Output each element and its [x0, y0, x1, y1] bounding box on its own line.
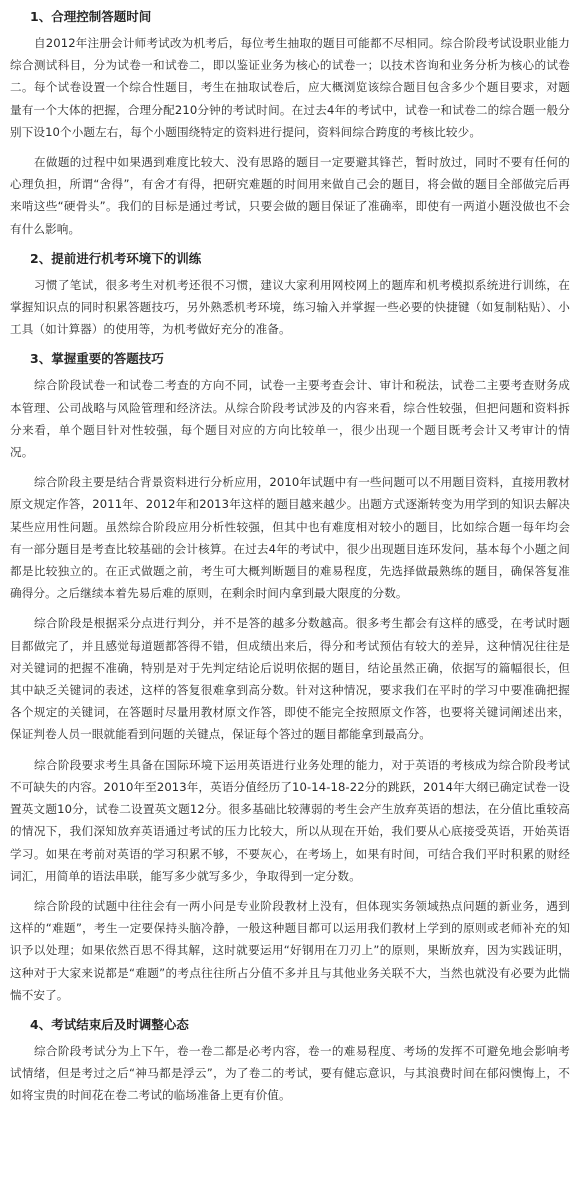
- section-heading: 2、提前进行机考环境下的训练: [30, 250, 202, 266]
- paragraph: 综合阶段考试分为上下午，卷一卷二都是必考内容，卷一的难易程度、考场的发挥不可避免地会影响考试情绪，但是考过之后“神马都是浮云”，为了卷二的考试，要有健忘意识，与其浪费时间在郁闷懊悔上，不如将宝贵的时间花在卷二考试的临场准备上更有价值。: [10, 1043, 570, 1103]
- section-3: [10, 348, 570, 1005]
- paragraph: 在做题的过程中如果遇到难度比较大、没有思路的题目一定要避其锋芒，暂时放过，同时不要有任何的心理负担，所谓“舍得”，有舍才有得，把研究难题的时间用来做自己会的题目，将会做的题目全部做完后再来啃这些“硬骨头”。我们的目标是通过考试，只要会做的题目保证了准确率，即使有一两道小题没做也不会有什么影响。: [10, 155, 570, 236]
- section-1: [10, 6, 570, 240]
- paragraph: 综合阶段要求考生具备在国际环境下运用英语进行业务处理的能力，对于英语的考核成为综合阶段考试不可缺失的内容。2010年至2013年，英语分值经历了10-14-18-22分的跳跃，2014年大纲已确定试卷一设置英文题10分，试卷二设置英文题12分。很多基础比较薄弱的考生会产生放弃英语的想法，在分值比重较高的情况下，我们深知放弃英语通过考试的压力比较大，所以从现在开始，我们要从心底接受英语，开始英语学习。如果在考前对英语的学习积累不够，不要灰心，在考场上，如果有时间，可结合我们平时积累的财经词汇，用简单的语法串联，能写多少就写多少，争取得到一定分数。: [10, 757, 570, 883]
- paragraph: 自2012年注册会计师考试改为机考后，每位考生抽取的题目可能都不尽相同。综合阶段考试设职业能力综合测试科目，分为试卷一和试卷二，即以鉴证业务为核心的试卷一；以技术咨询和业务分析为核心的试卷二。每个试卷设置一个综合性题目，考生在抽取试卷后，应大概浏览该综合题目包含多少个题目要求，对题量有一个大体的把握，合理分配210分钟的考试时间。在过去4年的考试中，试卷一和试卷二的综合题一般分别下设10个小题左右，每个小题围绕特定的资料进行提问，资料间综合跨度的考核比较少。: [10, 36, 570, 139]
- section-heading: 4、考试结束后及时调整心态: [30, 1016, 189, 1032]
- paragraph: 综合阶段试卷一和试卷二考查的方向不同，试卷一主要考查会计、审计和税法，试卷二主要考查财务成本管理、公司战略与风险管理和经济法。从综合阶段考试涉及的内容来看，综合性较强，但把问题和资料拆分来看，单个题目针对性较强，每个题目对应的方向比较单一，很少出现一个题目既考会计又考审计的情况。: [10, 378, 570, 460]
- section-2: [10, 248, 570, 341]
- section-4: [10, 1014, 570, 1107]
- paragraph: 习惯了笔试，很多考生对机考还很不习惯，建议大家利用网校网上的题库和机考模拟系统进行训练，在掌握知识点的同时积累答题技巧，另外熟悉机考环境，练习输入并掌握一些必要的快捷键（如复制粘贴）、小工具（如计算器）的使用等，为机考做好充分的准备。: [10, 277, 570, 337]
- section-heading: 1、合理控制答题时间: [30, 9, 152, 24]
- paragraph: 综合阶段是根据采分点进行判分，并不是答的越多分数越高。很多考生都会有这样的感受，在考试时题目都做完了，并且感觉每道题都答得不错，但成绩出来后，得分和考试预估有较大的差异，这种情况往往是对关键词的把握不准确，特别是对于先判定结论后说明依据的题目，结论虽然正确，依据写的篇幅很长，但其中缺乏关键词的表述，这样的答复很难拿到高分数。针对这种情况，要求我们在平时的学习中要准确把握各个规定的关键词，在答题时尽量用教材原文作答，即使不能完全按照原文作答，也要将关键词阐述出来，保证判卷人员一眼就能看到问题的关键点，保证每个答过的题目都能拿到最高分。: [10, 616, 570, 742]
- section-heading: 3、掌握重要的答题技巧: [30, 351, 164, 367]
- paragraph: 综合阶段主要是结合背景资料进行分析应用，2010年试题中有一些问题可以不用题目资料，直接用教材原文规定作答，2011年、2012年和2013年这样的题目越来越少。出题方式逐渐转变为用学到的知识去解决某些应用性问题。虽然综合阶段应用分析性较强，但其中也有难度相对较小的题目，比如综合题一每年均会有一部分题目是考查比较基础的会计核算。在过去4年的考试中，很少出现题目连环发问，基本每个小题之间都是比较独立的。在正式做题之前，考生可大概判断题目的难易程度，先选择做最熟练的题目，确保答复准确得分。之后继续本着先易后难的原则，在剩余时间内拿到最大限度的分数。: [10, 475, 570, 601]
- paragraph: 综合阶段的试题中往往会有一两小问是专业阶段教材上没有，但体现实务领域热点问题的新业务，遇到这样的“难题”，考生一定要保持头脑冷静，一般这种题目都可以运用我们教材上学到的原则或老师补充的知识予以处理；如果依然百思不得其解，这时就要运用“好钢用在刀刃上”的原则，果断放弃，因为实践证明，这种对于大家来说都是“难题”的考点往往所占分值不多并且与其他业务关联不大，当然也就没有必要为此惴惴不安了。: [10, 898, 570, 1002]
